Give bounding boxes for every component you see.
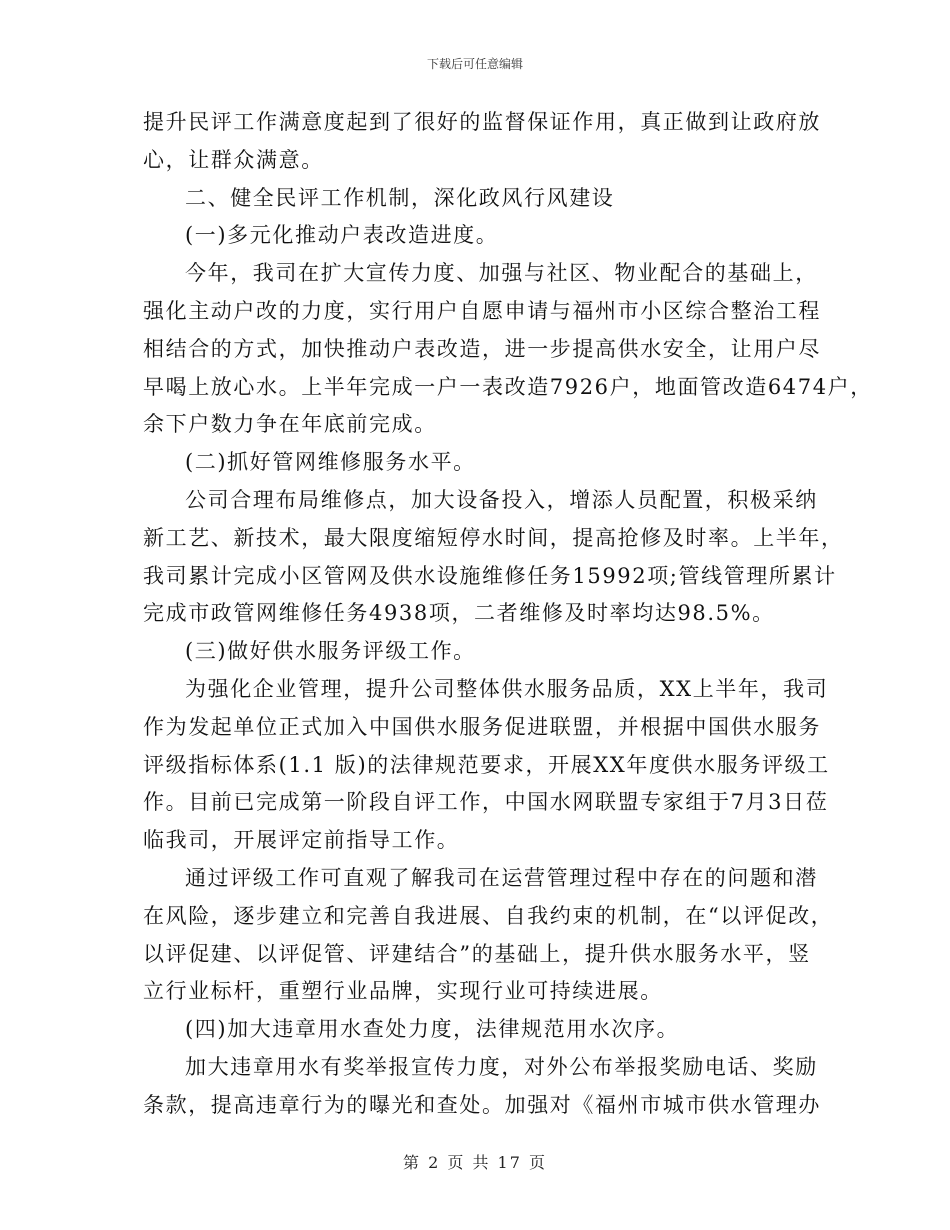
text-line: 为强化企业管理，提升公司整体供水服务品质，XX上半年，我司 [185, 676, 829, 701]
text-line: 今年，我司在扩大宣传力度、加强与社区、物业配合的基础上， [185, 261, 818, 286]
text-line: 早喝上放心水。上半年完成一户一表改造7926户，地面管改造6474户， [143, 374, 873, 399]
text-line: 加大违章用水有奖举报宣传力度，对外公布举报奖励电话、奖励 [185, 1054, 818, 1079]
text-line: 作。目前已完成第一阶段自评工作，中国水网联盟专家组于7月3日莅 [143, 790, 829, 815]
subsection-heading: (三)做好供水服务评级工作。 [185, 639, 476, 664]
text-line: 相结合的方式，加快推动户表改造，进一步提高供水安全，让用户尽 [143, 336, 821, 361]
text-line: 余下户数力争在年底前完成。 [143, 412, 437, 437]
text-line: 条款，提高违章行为的曝光和查处。加强对《福州市城市供水管理办 [143, 1092, 821, 1117]
text-line: 评级指标体系(1.1 版)的法律规范要求，开展XX年度供水服务评级工 [143, 752, 830, 777]
text-line: 通过评级工作可直观了解我司在运营管理过程中存在的问题和潜 [185, 865, 818, 890]
text-line: 立行业标杆，重塑行业品牌，实现行业可持续进展。 [143, 979, 663, 1004]
text-line: 强化主动户改的力度，实行用户自愿申请与福州市小区综合整治工程 [143, 298, 821, 323]
subsection-heading: (四)加大违章用水查处力度，法律规范用水次序。 [185, 1017, 680, 1042]
text-line: 公司合理布局维修点，加大设备投入，增添人员配置，积极采纳 [185, 487, 818, 512]
text-line: 我司累计完成小区管网及供水设施维修任务15992项;管线管理所累计 [143, 563, 837, 588]
subsection-heading: (二)抓好管网维修服务水平。 [185, 450, 476, 475]
page-number-footer: 第 2 页 共 17 页 [403, 1153, 547, 1172]
text-line: 提升民评工作满意度起到了很好的监督保证作用，真正做到让政府放 [143, 110, 821, 134]
section-heading: 二、健全民评工作机制，深化政风行风建设 [185, 185, 615, 210]
text-line: 以评促建、以评促管、评建结合”的基础上，提升供水服务水平，竖 [143, 941, 811, 966]
page-header: 下载后可任意编辑 [426, 57, 523, 71]
text-line: 新工艺、新技术，最大限度缩短停水时间，提高抢修及时率。上半年， [143, 525, 844, 550]
text-line: 作为发起单位正式加入中国供水服务促进联盟，并根据中国供水服务 [143, 714, 821, 739]
subsection-heading: (一)多元化推动户表改造进度。 [185, 223, 499, 248]
text-line: 临我司，开展评定前指导工作。 [143, 828, 460, 853]
text-line: 心，让群众满意。 [143, 147, 324, 172]
text-line: 完成市政管网维修任务4938项，二者维修及时率均达98.5%。 [143, 601, 775, 626]
document-body [143, 104, 873, 1125]
text-line: 在风险，逐步建立和完善自我进展、自我约束的机制，在“以评促改， [143, 903, 834, 928]
